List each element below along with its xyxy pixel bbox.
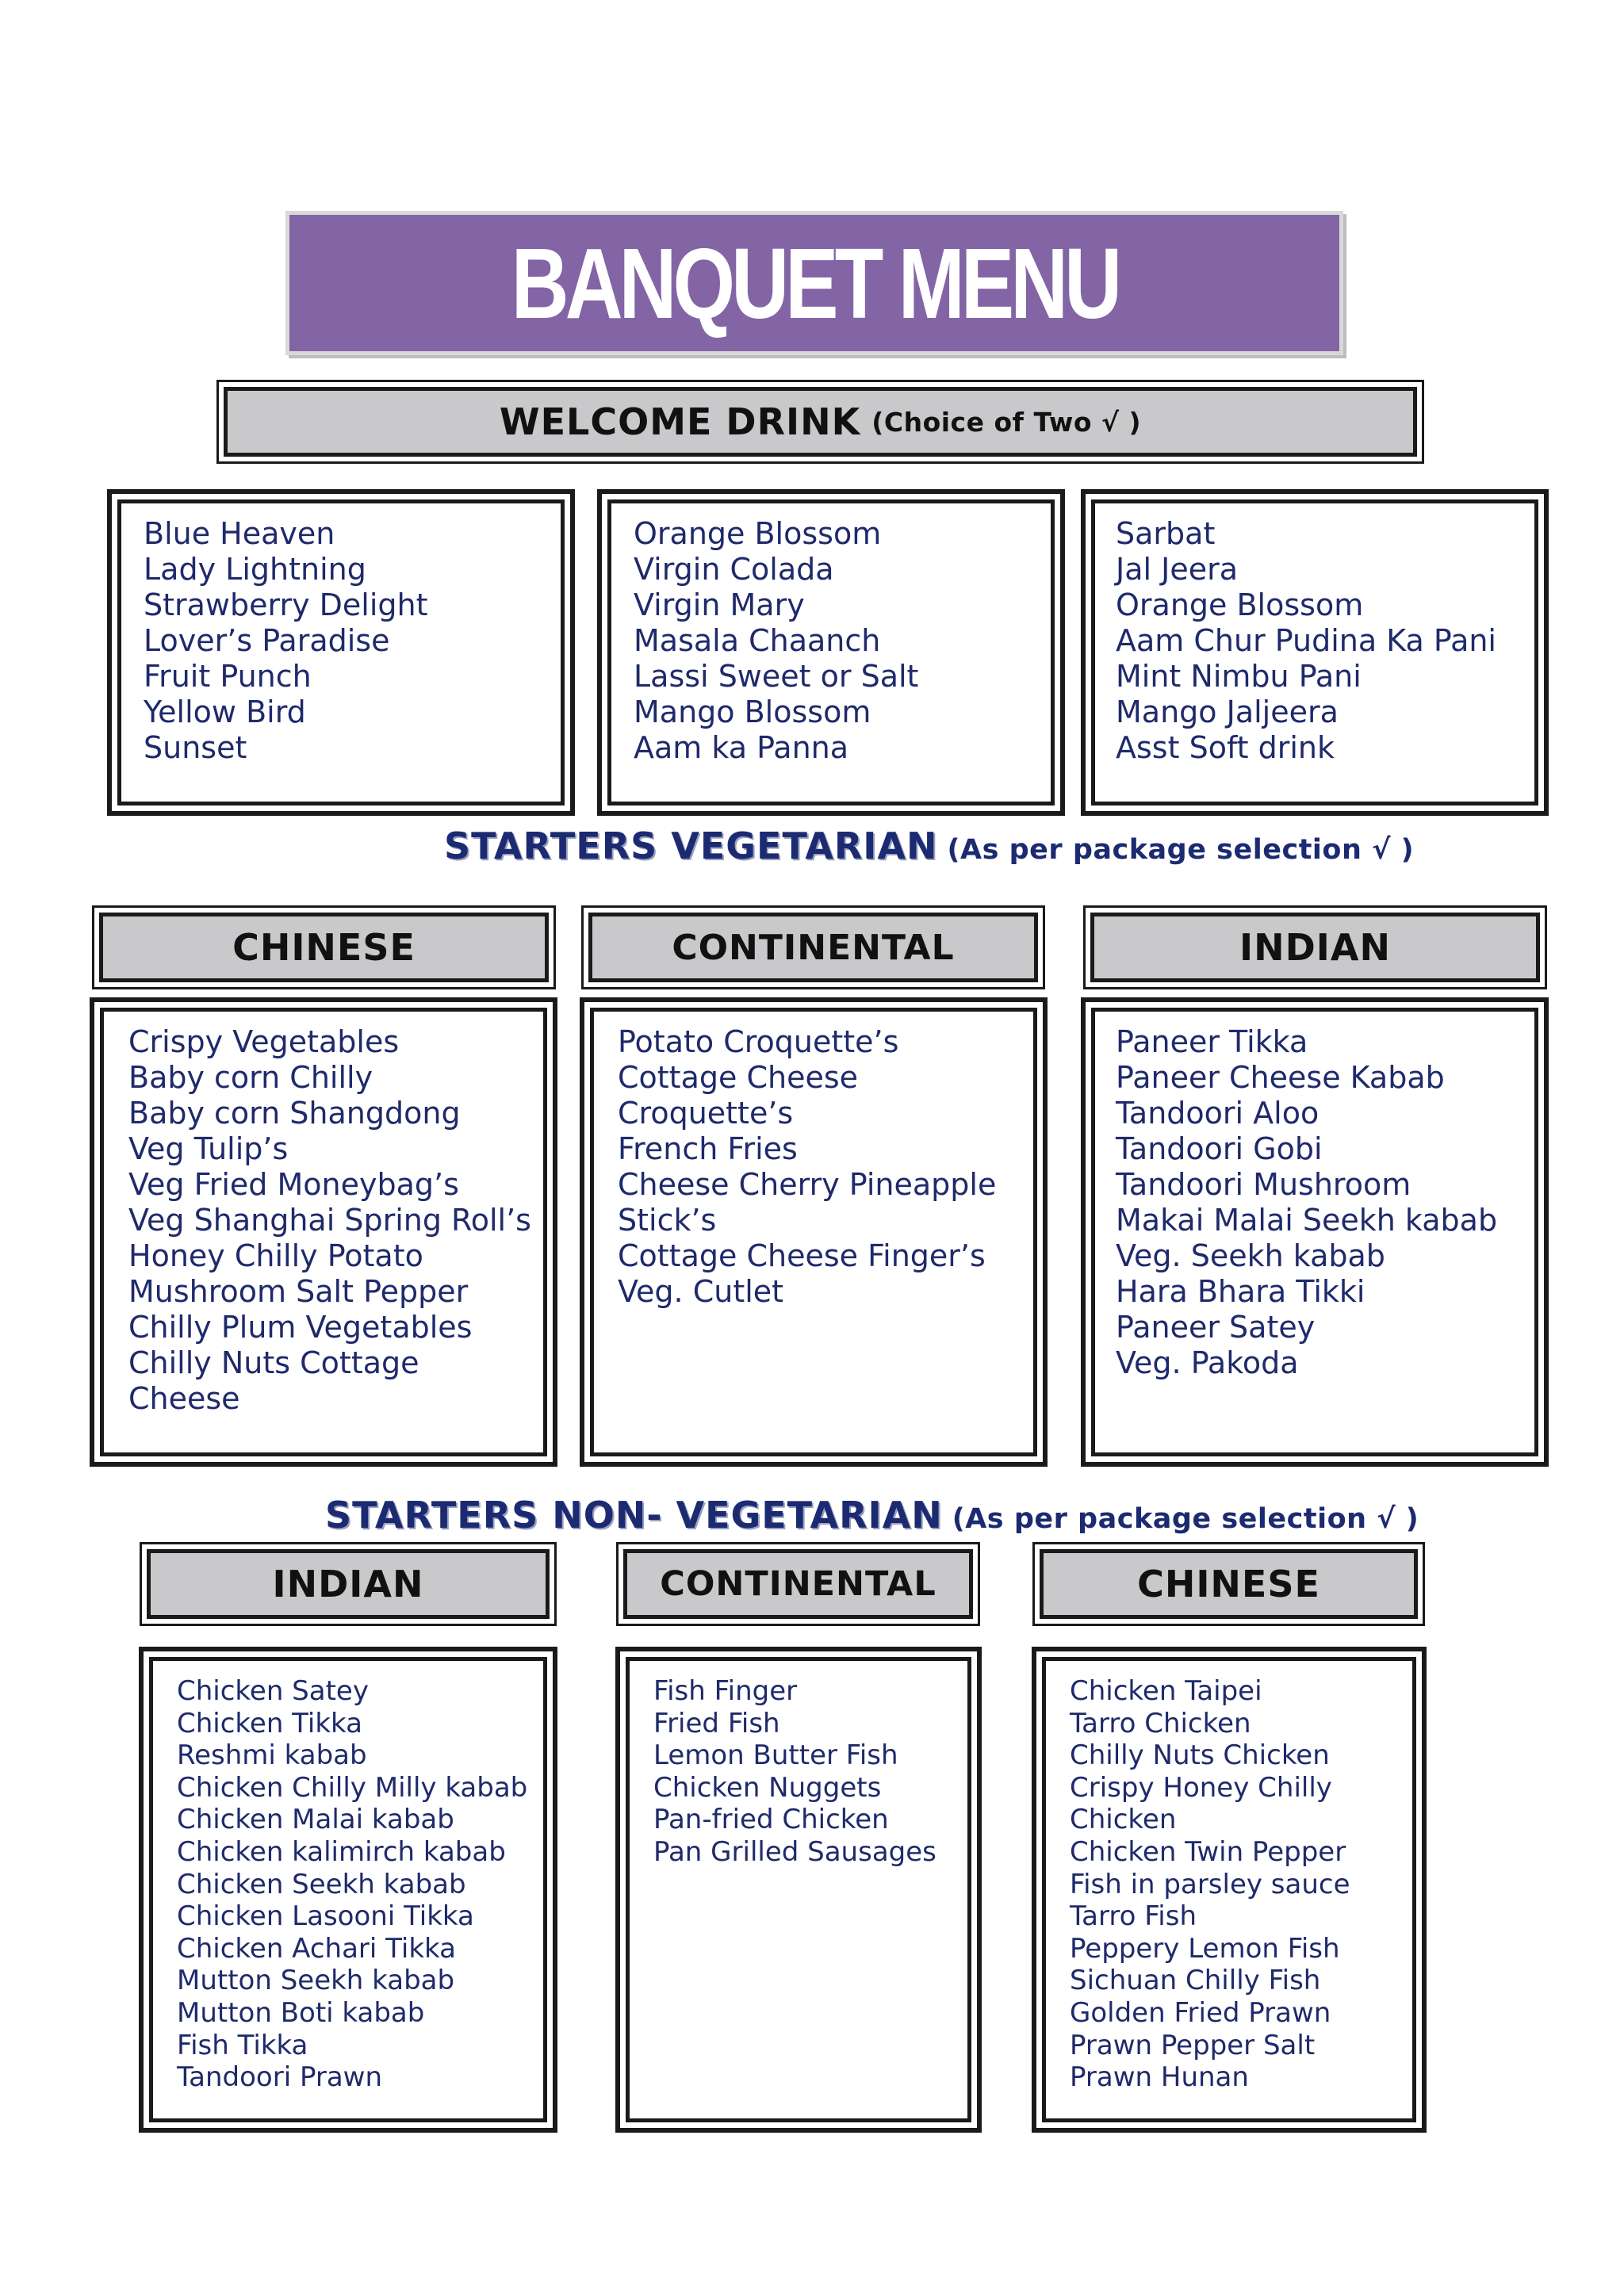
list-item: Sichuan Chilly Fish bbox=[1070, 1965, 1321, 1997]
list-item: Chicken kalimirch kabab bbox=[177, 1835, 506, 1868]
list-item: French Fries bbox=[618, 1131, 798, 1166]
list-item: Mint Nimbu Pani bbox=[1116, 659, 1362, 694]
veg-continental-title: CONTINENTAL bbox=[672, 927, 955, 968]
list-item: Chicken Satey bbox=[177, 1675, 369, 1707]
list-item: Baby corn Shangdong bbox=[128, 1096, 461, 1131]
list-item: Cheese Cherry Pineapple bbox=[618, 1167, 997, 1202]
welcome-drink-heading: WELCOME DRINK bbox=[499, 400, 861, 443]
list-item: Croquette’s bbox=[618, 1096, 794, 1131]
starters-veg-heading bbox=[444, 825, 1414, 867]
title-banner bbox=[285, 211, 1343, 355]
nonveg-indian-title: INDIAN bbox=[272, 1563, 424, 1605]
list-item: Paneer Cheese Kabab bbox=[1116, 1060, 1445, 1095]
list-item: Potato Croquette’s bbox=[618, 1024, 899, 1059]
starters-nonveg-title: STARTERS NON- VEGETARIAN bbox=[325, 1494, 943, 1536]
list-item: Chicken Lasooni Tikka bbox=[177, 1900, 474, 1933]
list-item: Prawn Hunan bbox=[1070, 2061, 1249, 2094]
list-item: Masala Chaanch bbox=[634, 623, 881, 658]
list-item: Crispy Honey Chilly bbox=[1070, 1771, 1332, 1804]
list-item: Strawberry Delight bbox=[144, 587, 428, 622]
list-item: Pan Grilled Sausages bbox=[653, 1835, 936, 1868]
welcome-drink-header bbox=[224, 387, 1417, 457]
page-title: BANQUET MENU bbox=[511, 227, 1118, 339]
welcome-drink-list-1 bbox=[107, 489, 575, 816]
list-item: Veg. Cutlet bbox=[618, 1274, 784, 1309]
list-item: Lemon Butter Fish bbox=[653, 1739, 898, 1772]
veg-chinese-header bbox=[99, 913, 549, 982]
list-item: Sarbat bbox=[1116, 516, 1216, 551]
list-item: Reshmi kabab bbox=[177, 1739, 367, 1772]
list-item: Yellow Bird bbox=[144, 695, 306, 729]
list-item: Mutton Boti kabab bbox=[177, 1996, 425, 2029]
list-item: Veg Fried Moneybag’s bbox=[128, 1167, 459, 1202]
list-item: Mango Jaljeera bbox=[1116, 695, 1339, 729]
list-item: Lassi Sweet or Salt bbox=[634, 659, 919, 694]
welcome-drink-list-2 bbox=[597, 489, 1065, 816]
starters-veg-note: (As per package selection √ ) bbox=[947, 834, 1415, 866]
list-item: Virgin Colada bbox=[634, 552, 834, 587]
list-item: Aam ka Panna bbox=[634, 730, 849, 765]
list-item: Veg. Pakoda bbox=[1116, 1345, 1299, 1380]
list-item: Mutton Seekh kabab bbox=[177, 1965, 455, 1997]
list-item: Tandoori Prawn bbox=[177, 2061, 383, 2094]
list-item: Orange Blossom bbox=[634, 516, 882, 551]
nonveg-continental-list bbox=[615, 1647, 982, 2133]
list-item: Lover’s Paradise bbox=[144, 623, 390, 658]
nonveg-continental-header bbox=[623, 1549, 973, 1619]
list-item: Chicken Seekh kabab bbox=[177, 1868, 466, 1900]
list-item: Pan-fried Chicken bbox=[653, 1804, 889, 1836]
list-item: Golden Fried Prawn bbox=[1070, 1996, 1331, 2029]
list-item: Aam Chur Pudina Ka Pani bbox=[1116, 623, 1496, 658]
list-item: Veg Shanghai Spring Roll’s bbox=[128, 1203, 531, 1238]
list-item: Orange Blossom bbox=[1116, 587, 1364, 622]
nonveg-indian-header bbox=[147, 1549, 550, 1619]
nonveg-indian-list bbox=[139, 1647, 557, 2133]
nonveg-continental-title: CONTINENTAL bbox=[660, 1564, 936, 1604]
list-item: Veg. Seekh kabab bbox=[1116, 1238, 1385, 1273]
list-item: Paneer Tikka bbox=[1116, 1024, 1308, 1059]
list-item: Mango Blossom bbox=[634, 695, 871, 729]
list-item: Cottage Cheese Finger’s bbox=[618, 1238, 986, 1273]
starters-veg-title: STARTERS VEGETARIAN bbox=[444, 825, 938, 867]
list-item: Fish Tikka bbox=[177, 2029, 308, 2061]
nonveg-chinese-list bbox=[1032, 1647, 1427, 2133]
list-item: Tandoori Gobi bbox=[1116, 1131, 1323, 1166]
list-item: Chicken Taipei bbox=[1070, 1675, 1262, 1707]
veg-indian-list bbox=[1081, 997, 1549, 1467]
veg-indian-title: INDIAN bbox=[1239, 926, 1391, 969]
list-item: Fruit Punch bbox=[144, 659, 312, 694]
list-item: Makai Malai Seekh kabab bbox=[1116, 1203, 1498, 1238]
welcome-drink-list-3 bbox=[1081, 489, 1549, 816]
list-item: Chicken Achari Tikka bbox=[177, 1932, 456, 1965]
list-item: Tarro Fish bbox=[1070, 1900, 1197, 1933]
list-item: Cheese bbox=[128, 1381, 240, 1416]
starters-nonveg-heading bbox=[325, 1494, 1419, 1536]
list-item: Asst Soft drink bbox=[1116, 730, 1335, 765]
list-item: Chicken Chilly Milly kabab bbox=[177, 1771, 528, 1804]
list-item: Sunset bbox=[144, 730, 247, 765]
list-item: Cottage Cheese bbox=[618, 1060, 858, 1095]
list-item: Fish in parsley sauce bbox=[1070, 1868, 1350, 1900]
list-item: Honey Chilly Potato bbox=[128, 1238, 423, 1273]
list-item: Paneer Satey bbox=[1116, 1310, 1316, 1345]
nonveg-chinese-title: CHINESE bbox=[1137, 1563, 1320, 1605]
list-item: Chicken Nuggets bbox=[653, 1771, 882, 1804]
list-item: Tarro Chicken bbox=[1070, 1707, 1251, 1739]
list-item: Chicken bbox=[1070, 1804, 1177, 1836]
veg-indian-header bbox=[1090, 913, 1540, 982]
veg-continental-header bbox=[588, 913, 1038, 982]
list-item: Fried Fish bbox=[653, 1707, 780, 1739]
list-item: Peppery Lemon Fish bbox=[1070, 1932, 1340, 1965]
list-item: Hara Bhara Tikki bbox=[1116, 1274, 1365, 1309]
list-item: Fish Finger bbox=[653, 1675, 798, 1707]
list-item: Chilly Plum Vegetables bbox=[128, 1310, 473, 1345]
list-item: Chicken Twin Pepper bbox=[1070, 1835, 1346, 1868]
list-item: Tandoori Mushroom bbox=[1116, 1167, 1411, 1202]
list-item: Lady Lightning bbox=[144, 552, 366, 587]
list-item: Chicken Tikka bbox=[177, 1707, 362, 1739]
welcome-drink-note: (Choice of Two √ ) bbox=[871, 406, 1142, 438]
list-item: Tandoori Aloo bbox=[1116, 1096, 1320, 1131]
list-item: Chicken Malai kabab bbox=[177, 1804, 454, 1836]
list-item: Veg Tulip’s bbox=[128, 1131, 289, 1166]
list-item: Stick’s bbox=[618, 1203, 717, 1238]
list-item: Baby corn Chilly bbox=[128, 1060, 373, 1095]
list-item: Crispy Vegetables bbox=[128, 1024, 400, 1059]
starters-nonveg-note: (As per package selection √ ) bbox=[952, 1503, 1419, 1535]
nonveg-chinese-header bbox=[1040, 1549, 1418, 1619]
veg-chinese-title: CHINESE bbox=[232, 926, 416, 969]
list-item: Blue Heaven bbox=[144, 516, 335, 551]
list-item: Jal Jeera bbox=[1116, 552, 1239, 587]
list-item: Chilly Nuts Chicken bbox=[1070, 1739, 1330, 1772]
list-item: Chilly Nuts Cottage bbox=[128, 1345, 419, 1380]
veg-chinese-list bbox=[90, 997, 557, 1467]
list-item: Virgin Mary bbox=[634, 587, 805, 622]
list-item: Prawn Pepper Salt bbox=[1070, 2029, 1316, 2061]
veg-continental-list bbox=[580, 997, 1048, 1467]
list-item: Mushroom Salt Pepper bbox=[128, 1274, 469, 1309]
